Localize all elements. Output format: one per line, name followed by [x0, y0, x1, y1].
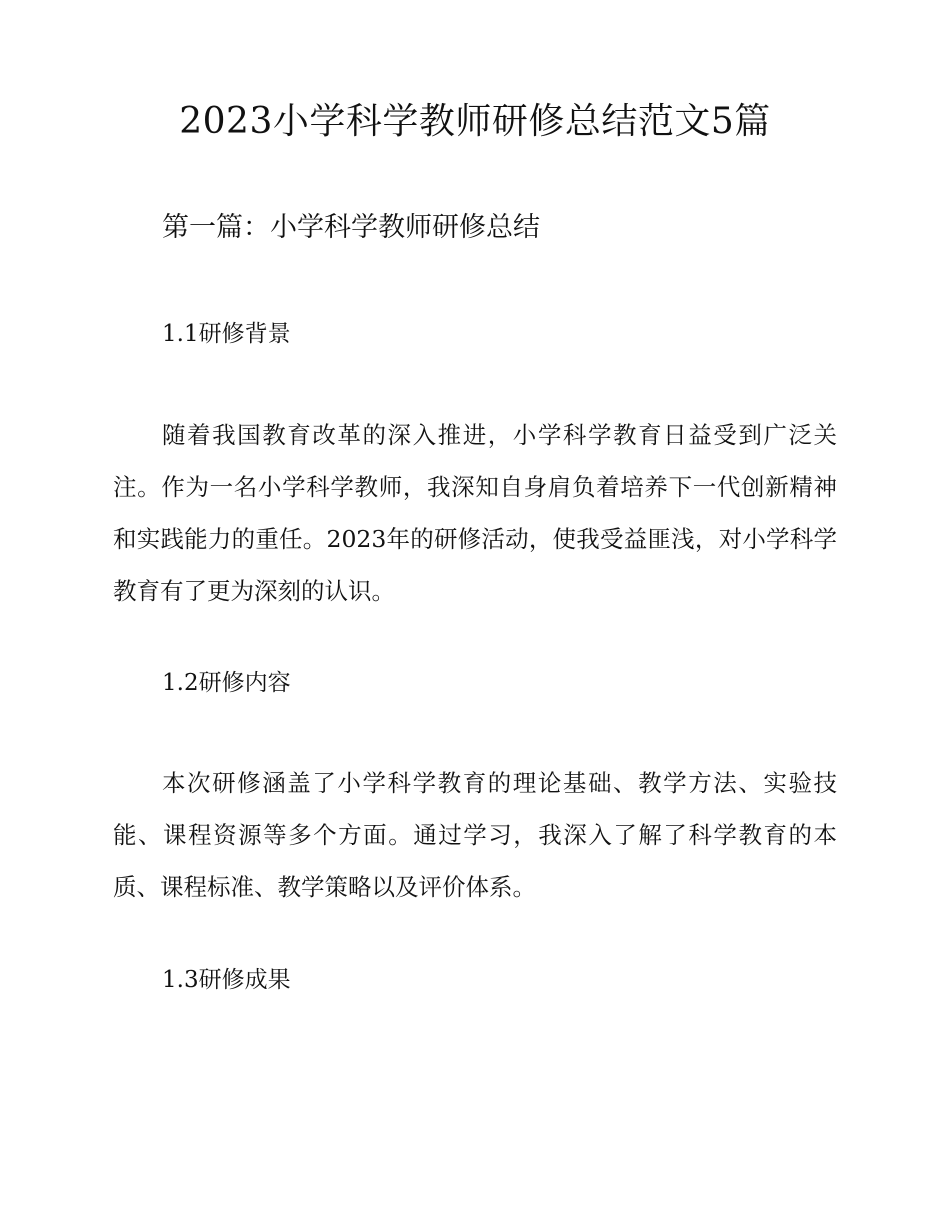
- section-heading-background: 1.1研修背景: [162, 321, 291, 347]
- paragraph-background: 随着我国教育改革的深入推进，小学科学教育日益受到广泛关注。作为一名小学科学教师，我深知自身肩负着培养下一代创新精神和实践能力的重任。2023年的研修活动，使我受益匪浅，对小学科学教育有了更为深刻的认识。: [113, 421, 837, 605]
- paragraph-content: 本次研修涵盖了小学科学教育的理论基础、教学方法、实验技能、课程资源等多个方面。通过学习，我深入了解了科学教育的本质、课程标准、教学策略以及评价体系。: [113, 769, 837, 901]
- section-heading-results: 1.3研修成果: [162, 967, 291, 993]
- chapter-title: 第一篇：小学科学教师研修总结: [162, 212, 540, 243]
- section-heading-content: 1.2研修内容: [162, 670, 291, 696]
- document-title: 2023小学科学教师研修总结范文5篇: [179, 101, 771, 142]
